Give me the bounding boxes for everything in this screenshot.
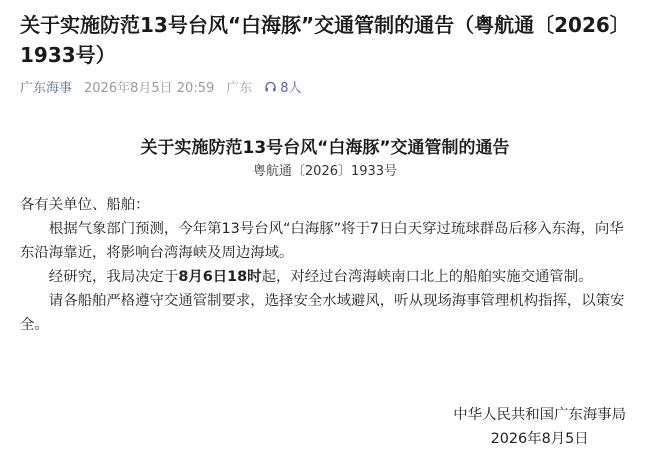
headphones-icon xyxy=(264,80,277,93)
signature-block xyxy=(453,403,626,451)
account-name-link[interactable]: 广东海事 xyxy=(20,80,73,96)
issue-date: 2026年8月5日 xyxy=(490,431,589,447)
document-number: 粤航通〔2026〕1933号 xyxy=(252,164,398,179)
notice-body xyxy=(20,193,635,337)
control-start-time: 8月6日18时 xyxy=(178,269,262,285)
article-title: 关于实施防范13号台风“白海豚”交通管制的通告（粤航通〔2026〕1933号） xyxy=(20,13,630,67)
decision-text-before: 经研究，我局决定于 xyxy=(48,269,179,285)
issuing-organization: 中华人民共和国广东海事局 xyxy=(453,407,626,423)
article-meta xyxy=(20,77,302,95)
salutation: 各有关单位、船舶： xyxy=(20,197,150,213)
publish-datetime: 2026年8月5日 20:59 xyxy=(84,80,215,96)
listen-button[interactable] xyxy=(264,77,301,96)
listener-count: 8人 xyxy=(280,80,302,96)
notice-title: 关于实施防范13号台风“白海豚”交通管制的通告 xyxy=(140,138,510,158)
paragraph-forecast: 根据气象部门预测，今年第13号台风“白海豚”将于7日白天穿过琉球群岛后移入东海，向华东沿海靠近，将影响台湾海峡及周边海域。 xyxy=(20,221,624,261)
decision-text-after: 起，对经过台湾海峡南口北上的船舶实施交通管制。 xyxy=(261,269,593,285)
paragraph-instruction: 请各船舶严格遵守交通管制要求，选择安全水域避风，听从现场海事管理机构指挥，以策安全。 xyxy=(20,293,625,333)
paragraph-decision xyxy=(20,265,635,289)
publish-region: 广东 xyxy=(226,80,253,96)
